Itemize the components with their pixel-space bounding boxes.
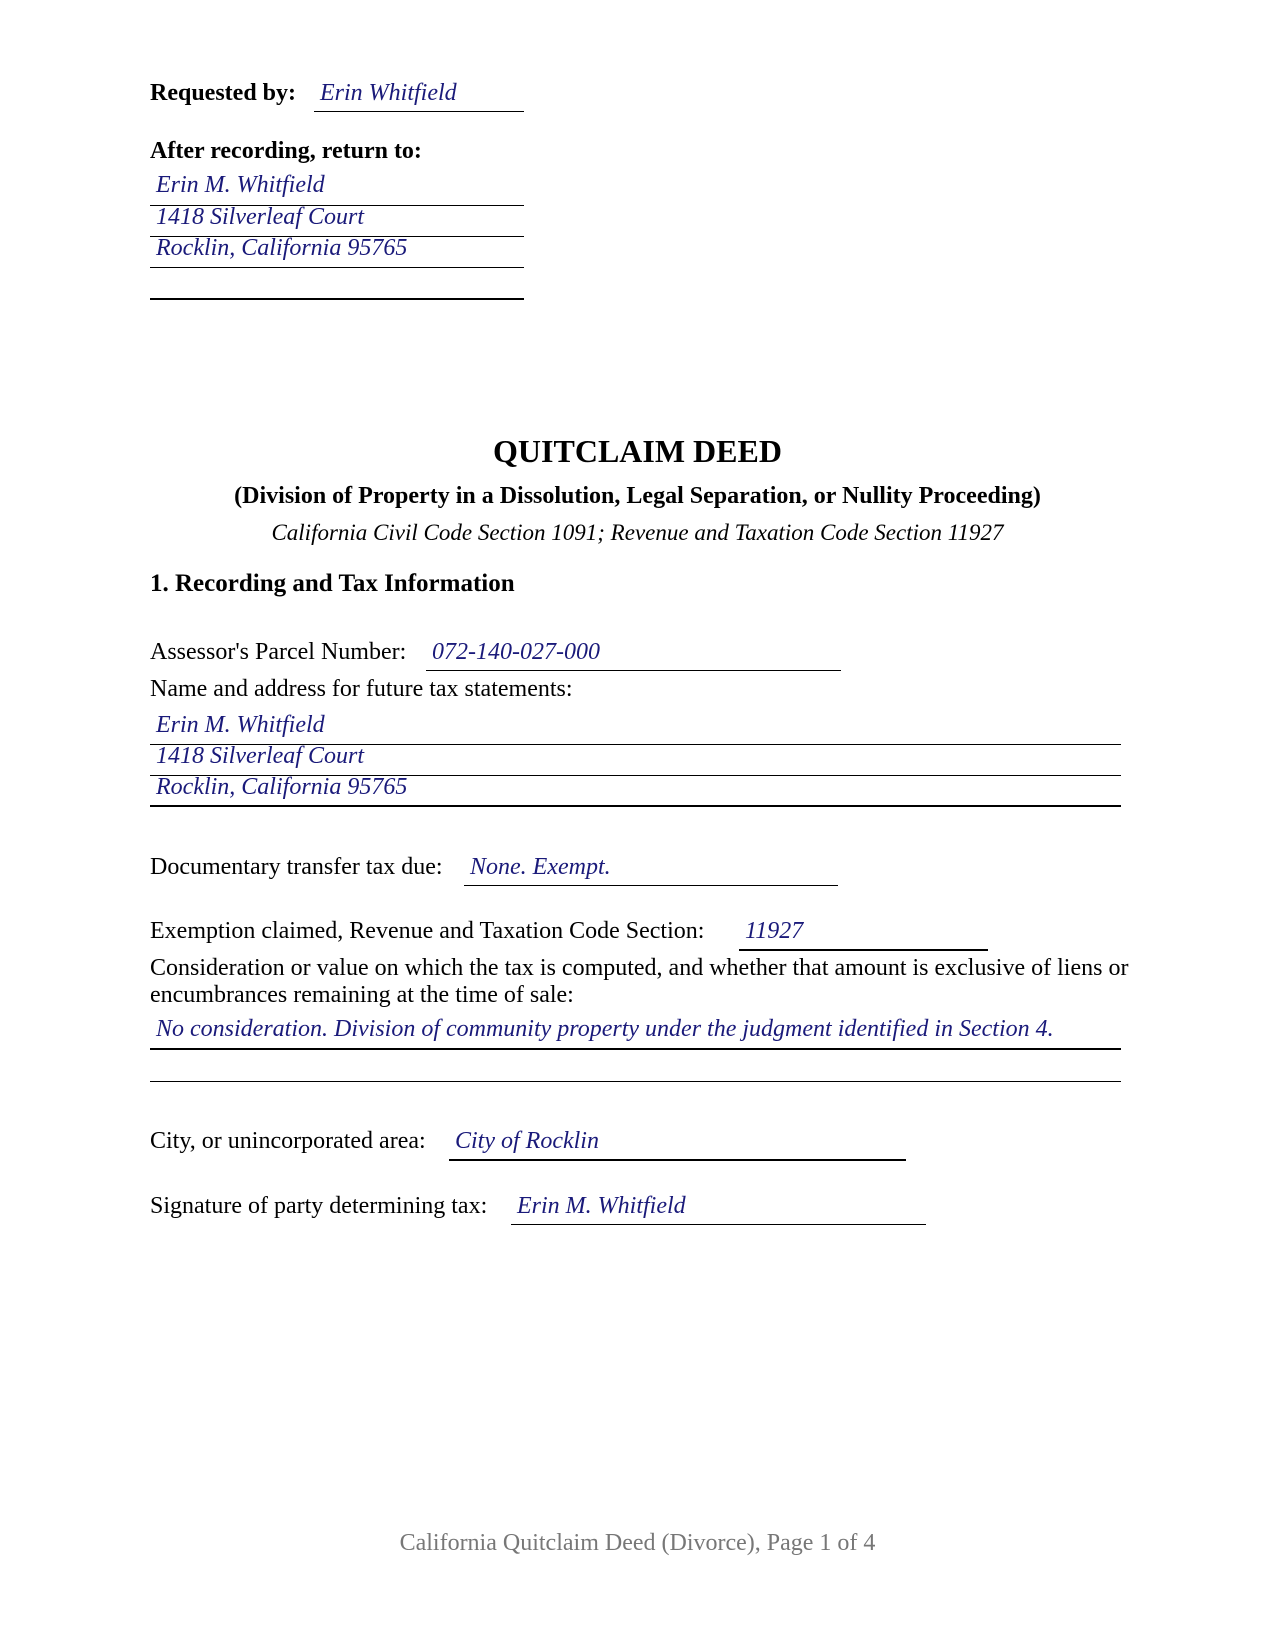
return-to-line-3[interactable]: Rocklin, California 95765 [150,234,524,268]
apn-field[interactable]: 072-140-027-000 [426,638,841,671]
requested-by-field[interactable]: Erin Whitfield [314,79,524,112]
signature-label: Signature of party determining tax: [150,1193,488,1219]
section-1-heading: 1. Recording and Tax Information [150,570,515,597]
return-to-label: After recording, return to: [150,138,422,164]
exemption-field[interactable]: 11927 [739,917,988,951]
requested-by-label: Requested by: [150,80,297,106]
apn-label: Assessor's Parcel Number: [150,639,407,665]
return-to-line-2[interactable]: 1418 Silverleaf Court [150,203,524,237]
document-subtitle: (Division of Property in a Dissolution, Legal Separation, or Nullity Proceeding) [234,483,1041,509]
tax-statements-line-2[interactable]: 1418 Silverleaf Court [150,742,1121,776]
consideration-label: Consideration or value on which the tax is computed, and whether that amount is exclusive of liens or encumbrances remaining at the time of sale: [150,955,1129,1008]
city-label: City, or unincorporated area: [150,1128,426,1154]
statute-citation: California Civil Code Section 1091; Revenue and Taxation Code Section 11927 [271,520,1004,545]
exemption-label: Exemption claimed, Revenue and Taxation Code Section: [150,918,705,944]
document-title: QUITCLAIM DEED [493,433,782,469]
return-to-line-4[interactable] [150,265,524,300]
signature-field[interactable]: Erin M. Whitfield [511,1192,926,1225]
tax-statements-line-3[interactable]: Rocklin, California 95765 [150,773,1121,807]
return-to-line-1[interactable]: Erin M. Whitfield [150,171,524,206]
page-footer: California Quitclaim Deed (Divorce), Page 1 of 4 [399,1530,876,1556]
consideration-line-2[interactable] [150,1047,1121,1082]
transfer-tax-label: Documentary transfer tax due: [150,854,443,880]
consideration-line-1[interactable]: No consideration. Division of community property under the judgment identified in Section 4. [150,1015,1121,1050]
tax-statements-label: Name and address for future tax statements: [150,676,573,702]
city-field[interactable]: City of Rocklin [449,1127,906,1161]
transfer-tax-field[interactable]: None. Exempt. [464,853,838,886]
tax-statements-line-1[interactable]: Erin M. Whitfield [150,711,1121,745]
